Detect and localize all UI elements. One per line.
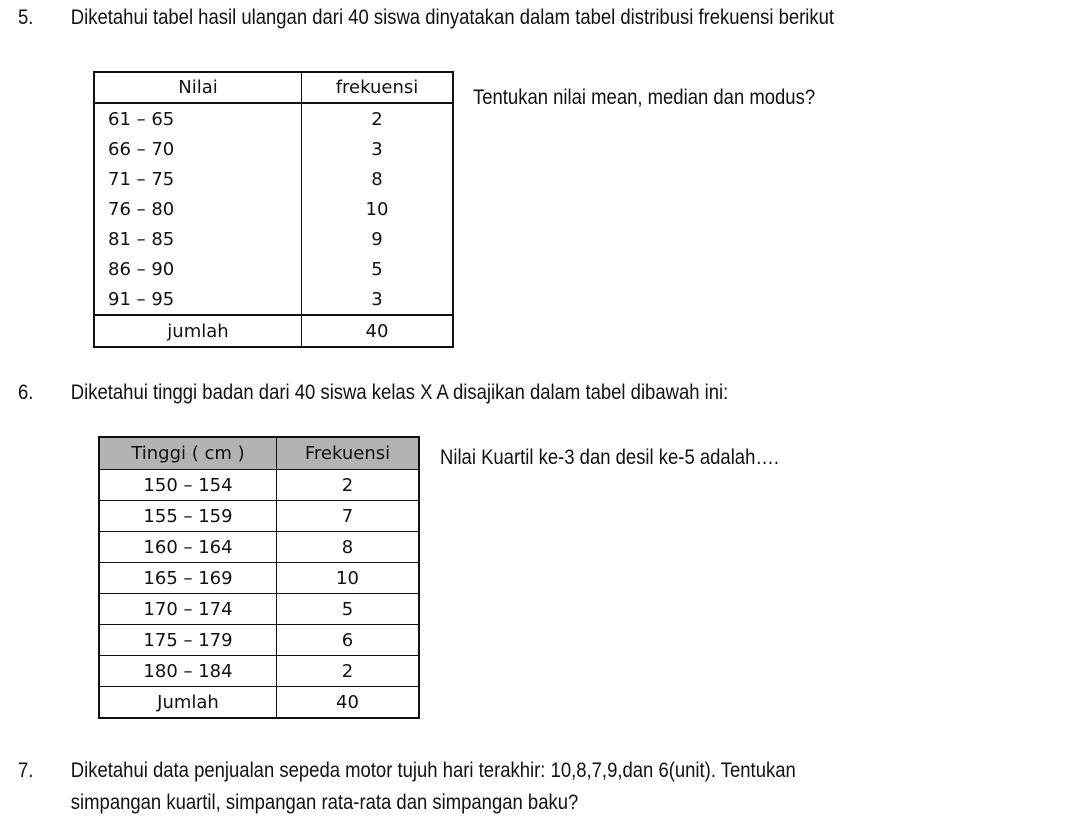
class-interval: 91 – 95 [94,284,302,315]
total-label: jumlah [94,315,302,347]
frequency: 8 [277,532,420,563]
table-header-row [94,72,453,103]
class-interval: 150 – 154 [99,470,277,501]
table-total-row [99,687,419,719]
table-row [99,656,419,687]
table-row [99,563,419,594]
frequency: 10 [277,563,420,594]
frequency: 2 [277,656,420,687]
class-interval: 71 – 75 [94,164,302,194]
table-row [99,625,419,656]
total-value: 40 [277,687,420,719]
frequency: 5 [371,258,383,280]
column-header-frekuensi: frekuensi [302,72,454,103]
question-6-instruction: Nilai Kuartil ke-3 dan desil ke-5 adalah…. [440,446,779,469]
class-interval: 160 – 164 [99,532,277,563]
class-interval: 170 – 174 [99,594,277,625]
score-frequency-table [93,71,454,348]
class-interval: 76 – 80 [94,194,302,224]
question-5-text: Diketahui tabel hasil ulangan dari 40 siswa dinyatakan dalam tabel distribusi frekuensi berikut [70,6,835,29]
class-interval: 61 – 65 [94,103,302,134]
table-row [94,164,453,194]
class-interval: 175 – 179 [99,625,277,656]
question-6-number: 6. [18,381,34,404]
column-header-frekuensi: Frekuensi [277,437,420,470]
question-6-text: Diketahui tinggi badan dari 40 siswa kelas X A disajikan dalam tabel dibawah ini: [70,381,729,404]
table-row [94,134,453,164]
frequency: 3 [371,138,383,160]
class-interval: 86 – 90 [94,254,302,284]
table-row [94,103,453,134]
column-header-nilai: Nilai [94,72,302,103]
table-row [94,284,453,315]
table-row [99,532,419,563]
frequency: 9 [371,228,383,250]
table-total-row [94,315,453,347]
table-row [94,194,453,224]
class-interval: 165 – 169 [99,563,277,594]
question-5-instruction: Tentukan nilai mean, median dan modus? [473,86,816,109]
frequency: 3 [371,288,383,310]
table-row [99,470,419,501]
table-header-row [99,437,419,470]
frequency: 8 [371,168,383,190]
total-label: Jumlah [99,687,277,719]
table-row [99,501,419,532]
total-value: 40 [302,315,454,347]
class-interval: 180 – 184 [99,656,277,687]
frequency: 7 [277,501,420,532]
class-interval: 66 – 70 [94,134,302,164]
question-7-line-1: Diketahui data penjualan sepeda motor tujuh hari terakhir: 10,8,7,9,dan 6(unit). Tentukan [70,759,796,782]
question-7-number: 7. [18,759,34,782]
frequency: 2 [371,108,383,130]
class-interval: 155 – 159 [99,501,277,532]
table-row [99,594,419,625]
table-row [94,224,453,254]
question-5-number: 5. [18,6,34,29]
column-header-tinggi: Tinggi ( cm ) [99,437,277,470]
question-7-line-2: simpangan kuartil, simpangan rata-rata dan simpangan baku? [70,791,579,814]
class-interval: 81 – 85 [94,224,302,254]
height-frequency-table [98,436,420,719]
frequency: 6 [277,625,420,656]
frequency: 10 [365,198,389,220]
table-row [94,254,453,284]
frequency: 5 [277,594,420,625]
frequency: 2 [277,470,420,501]
